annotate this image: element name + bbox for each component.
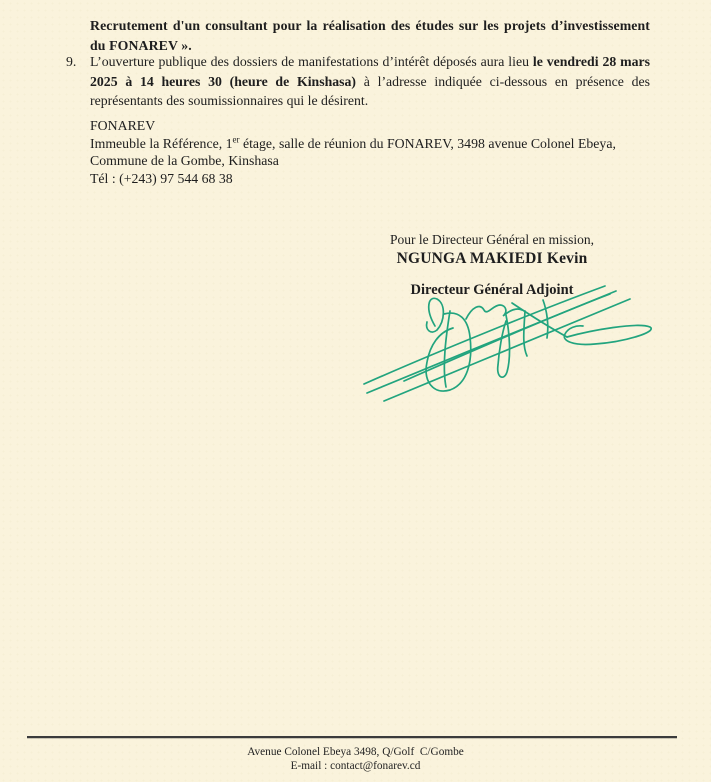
address-block bbox=[90, 117, 616, 187]
item9-text-bold: le vendredi 28 mars 2025 à 14 heures 30 (heure de Kinshasa) bbox=[90, 54, 651, 89]
footer-divider-line bbox=[27, 736, 677, 738]
signature-on-behalf: Pour le Directeur Général en mission, bbox=[390, 232, 594, 247]
intro-paragraph: Recrutement d'un consultant pour la réalisation des études sur les projets d’investissement du FONAREV ». bbox=[90, 17, 650, 53]
footer-address: Avenue Colonel Ebeya 3498, Q/Golf C/Gombe bbox=[247, 746, 464, 758]
signatory-title: Directeur Général Adjoint bbox=[410, 282, 574, 298]
address-phone: Tél : (+243) 97 544 68 38 bbox=[90, 170, 233, 186]
item9-text-before: L’ouverture publique des dossiers de manifestations d’intérêt déposés aura lieu bbox=[90, 54, 533, 69]
signatory-name: NGUNGA MAKIEDI Kevin bbox=[396, 250, 588, 267]
item9-text-after: à l’adresse indiquée ci-dessous en présence des représentants des soumissionnaires qui le désirent. bbox=[90, 73, 651, 108]
list-item-9 bbox=[66, 52, 651, 111]
footer bbox=[0, 746, 711, 774]
list-item-number: 9. bbox=[66, 54, 77, 69]
address-street: Immeuble la Référence, 1er étage, salle de réunion du FONAREV, 3498 avenue Colonel Ebeya, bbox=[90, 134, 616, 151]
signature-strokes bbox=[364, 286, 651, 401]
footer-email: E-mail : contact@fonarev.cd bbox=[290, 759, 421, 772]
handwritten-signature-ink bbox=[362, 281, 662, 416]
ordinal-superscript: er bbox=[232, 134, 240, 144]
address-commune: Commune de la Gombe, Kinshasa bbox=[90, 153, 279, 169]
address-org: FONAREV bbox=[90, 118, 156, 133]
